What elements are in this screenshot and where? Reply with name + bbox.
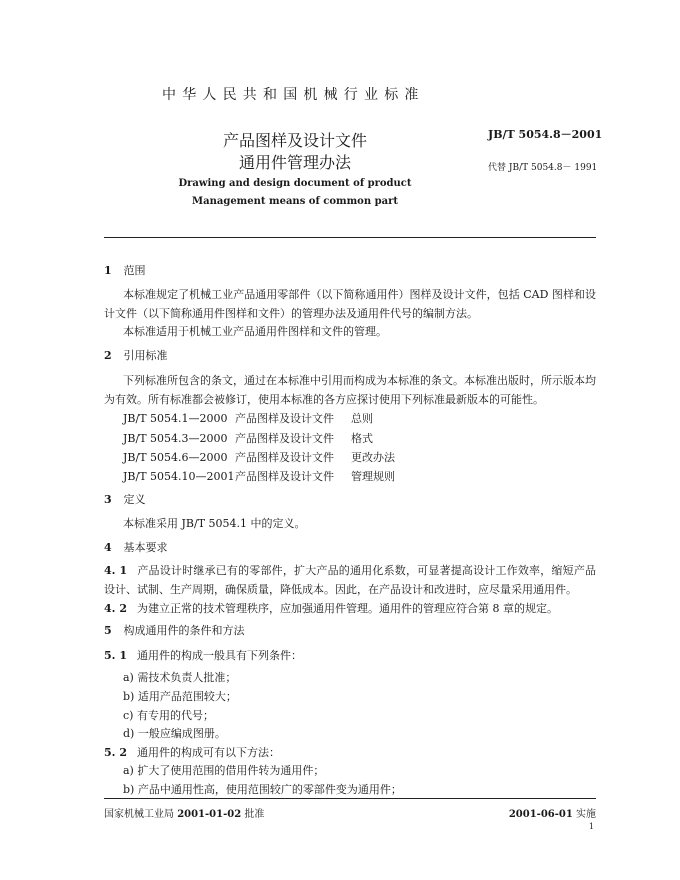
section-1-para-2: 本标准适用于机械工业产品通用件图样和文件的管理。 (123, 325, 387, 338)
clause-5-2 (104, 743, 596, 762)
reference-code: JB/T 5054.6—2000 (123, 451, 228, 464)
clause-4-2 (104, 599, 596, 618)
clause-number: 5. 2 (104, 746, 127, 759)
approval-info (104, 805, 264, 820)
clause-number: 5. 1 (104, 649, 127, 662)
replaces-number: JB/T 5054.8－ 1991 (508, 163, 598, 173)
list-item: b) 适用产品范围较大； (123, 690, 237, 703)
reference-row (123, 468, 395, 484)
section-title: 构成通用件的条件和方法 (123, 624, 245, 637)
list-item: a) 扩大了使用范围的借用件转为通用件； (123, 764, 325, 777)
list-item: a) 需技术负责人批准； (123, 671, 237, 684)
section-number: 4 (104, 541, 112, 554)
reference-title: 产品图样及设计文件 (235, 412, 334, 425)
section-title: 定义 (123, 493, 146, 506)
section-number: 2 (104, 349, 112, 362)
section-number: 5 (104, 624, 112, 637)
footer-rule (104, 798, 596, 799)
title-zh-line2: 通用件管理办法 (238, 153, 351, 172)
clause-text: 通用件的构成一般具有下列条件： (136, 649, 302, 662)
section-title: 范围 (123, 264, 146, 277)
reference-code: JB/T 5054.1—2000 (123, 412, 228, 425)
section-1-para-1: 本标准规定了机械工业产品通用零部件（以下简称通用件）图样及设计文件，包括 CAD 图样和设计文件（以下简称通用件图样和文件）的管理办法及通用件代号的编制方法。 (104, 288, 596, 320)
reference-code: JB/T 5054.3—2000 (123, 432, 228, 445)
list-item: b) 产品中通用性高，使用范围较广的零部件变为通用件； (123, 783, 402, 796)
section-title: 基本要求 (123, 541, 168, 554)
standard-number: JB/T 5054.8－2001 (488, 128, 603, 141)
reference-subtitle: 管理规则 (351, 470, 395, 483)
list-item: c) 有专用的代号； (123, 709, 214, 722)
clause-text: 为建立正常的技术管理秩序，应加强通用件管理。通用件的管理应符合第 8 章的规定。 (136, 602, 558, 615)
list-item: d) 一般应编成图册。 (123, 727, 226, 740)
section-number: 1 (104, 264, 112, 277)
reference-title: 产品图样及设计文件 (235, 451, 334, 464)
reference-row (123, 430, 373, 446)
issuer: 国家机械工业局 (104, 809, 174, 820)
impl-date: 2001-06-01 (508, 809, 573, 820)
implementation-info (509, 805, 596, 820)
title-en-line2: Management means of common part (192, 196, 398, 207)
clause-text: 通用件的构成可有以下方法： (136, 746, 280, 759)
reference-row (123, 449, 395, 465)
replaces-note (488, 160, 597, 173)
reference-row (123, 410, 373, 426)
section-1-heading (104, 262, 146, 278)
reference-title: 产品图样及设计文件 (235, 470, 334, 483)
title-en-line1: Drawing and design document of product (178, 178, 412, 189)
section-3-para-1: 本标准采用 JB/T 5054.1 中的定义。 (123, 517, 306, 530)
header-rule (104, 237, 596, 238)
issuing-organization: 中华人民共和国机械行业标准 (162, 87, 425, 103)
clause-4-1 (104, 561, 596, 599)
section-3-heading (104, 491, 146, 507)
approve-date: 2001-01-02 (177, 809, 242, 820)
clause-text: 产品设计时继承已有的零部件，扩大产品的通用化系数，可显著提高设计工作效率，缩短产品设计、试制、生产周期，确保质量，降低成本。因此，在产品设计和改进时，应尽量采用通用件。 (104, 564, 597, 596)
approve-label: 批准 (244, 809, 265, 820)
section-4-heading (104, 539, 168, 555)
section-5-heading (104, 622, 245, 638)
section-title: 引用标准 (123, 349, 168, 362)
impl-label: 实施 (576, 809, 596, 820)
clause-number: 4. 1 (104, 564, 128, 577)
section-number: 3 (104, 493, 112, 506)
clause-number: 4. 2 (104, 602, 127, 615)
clause-5-1 (104, 646, 596, 665)
section-2-para-1: 下列标准所包含的条文，通过在本标准中引用而构成为本标准的条文。本标准出版时，所示版本均为有效。所有标准都会被修订，使用本标准的各方应探讨使用下列标准最新版本的可能性。 (104, 374, 596, 406)
title-zh-line1: 产品图样及设计文件 (222, 131, 367, 150)
reference-title: 产品图样及设计文件 (235, 432, 334, 445)
reference-code: JB/T 5054.10—2001 (123, 470, 235, 483)
reference-subtitle: 更改办法 (351, 451, 395, 464)
reference-subtitle: 总则 (351, 412, 373, 425)
reference-subtitle: 格式 (351, 432, 373, 445)
page-number: 1 (588, 822, 594, 831)
replaces-label: 代替 (488, 163, 507, 173)
section-2-heading (104, 347, 168, 363)
